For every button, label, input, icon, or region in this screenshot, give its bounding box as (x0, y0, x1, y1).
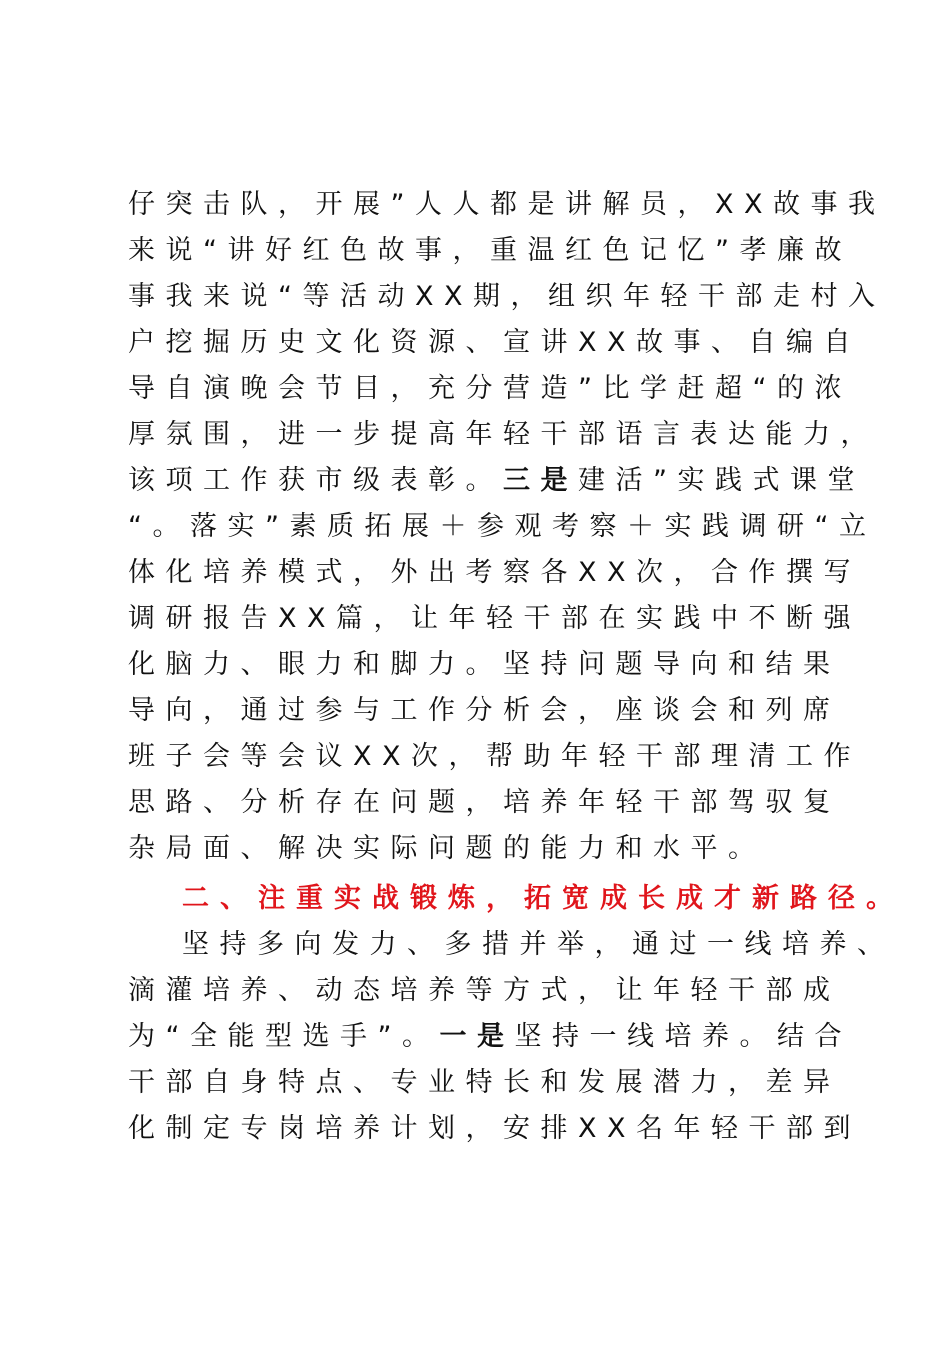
text-line: 事我来说“等活动XX期，组织年轻干部走村入 (128, 281, 886, 312)
text-line: 仔突击队，开展”人人都是讲解员，XX故事我 (128, 189, 886, 220)
text-line: 厚氛围，进一步提高年轻干部语言表达能力， (128, 419, 878, 450)
text-line: 体化培养模式，外出考察各XX次，合作撰写 (128, 557, 861, 588)
text-line: 滴灌培养、动态培养等方式，让年轻干部成 (128, 975, 841, 1006)
text-line: 思路、分析存在问题，培养年轻干部驾驭复 (128, 787, 841, 818)
text-line: “。落实”素质拓展＋参观考察＋实践调研“立 (128, 511, 877, 542)
text-segment: 该项工作获市级表彰。 (128, 465, 503, 496)
text-segment: 为“全能型选手”。 (128, 1021, 440, 1052)
text-line: 化制定专岗培养计划，安排XX名年轻干部到 (128, 1113, 861, 1144)
text-line: 干部自身特点、专业特长和发展潜力，差异 (128, 1067, 841, 1098)
text-segment: 坚持一线培养。结合 (514, 1021, 852, 1052)
bold-marker: 一是 (439, 1021, 515, 1052)
text-line (128, 458, 865, 504)
text-segment: 建活”实践式课堂 (578, 465, 865, 496)
text-line: 导自演晚会节目，充分营造”比学赶超“的浓 (128, 373, 852, 404)
text-line (128, 1014, 852, 1060)
text-line: 班子会等会议XX次，帮助年轻干部理清工作 (128, 741, 861, 772)
text-line: 导向，通过参与工作分析会，座谈会和列席 (128, 695, 841, 726)
text-line: 杂局面、解决实际问题的能力和水平。 (128, 833, 766, 864)
text-line: 化脑力、眼力和脚力。坚持问题导向和结果 (128, 649, 841, 680)
text-line: 户挖掘历史文化资源、宣讲XX故事、自编自 (128, 327, 861, 358)
text-line: 坚持多向发力、多措并举，通过一线培养、 (182, 929, 895, 960)
section-heading: 二、注重实战锻炼，拓宽成长成才新路径。 (182, 883, 904, 914)
bold-marker: 三是 (503, 465, 578, 496)
text-line: 来说“讲好红色故事，重温红色记忆”孝廉故 (128, 235, 852, 266)
text-line: 调研报告XX篇，让年轻干部在实践中不断强 (128, 603, 861, 634)
